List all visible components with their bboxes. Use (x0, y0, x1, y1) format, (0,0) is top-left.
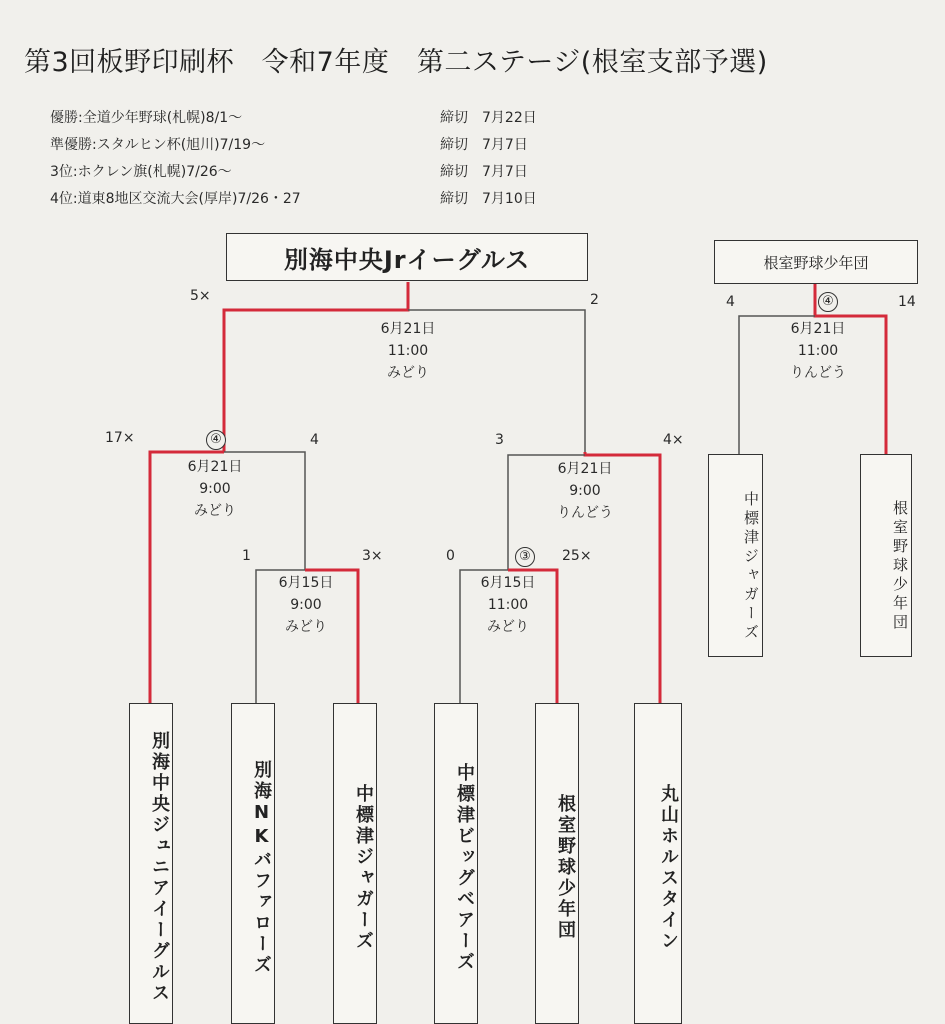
qf-left-time: 9:00 (290, 597, 322, 613)
qf-right-date: 6月15日 (480, 575, 536, 591)
team-box-3: 中標津ジャガーズ (333, 703, 377, 1024)
qf-left-venue: みどり (285, 619, 327, 635)
deadline-2: 締切 7月7日 (440, 137, 528, 153)
side-venue: りんどう (790, 365, 846, 381)
champion-box: 別海中央Jrイーグルス (226, 233, 588, 281)
side-team-box-1: 中標津ジャガーズ (708, 454, 763, 657)
deadline-1: 締切 7月22日 (440, 110, 537, 126)
semi-right-time: 9:00 (569, 483, 601, 499)
semi-left-left-score: 17× (105, 430, 135, 446)
deadline-3: 締切 7月7日 (440, 164, 528, 180)
qf-left-date: 6月15日 (278, 575, 334, 591)
qf-right-match-info (468, 572, 548, 638)
final-time: 11:00 (387, 343, 429, 359)
semi-right-right-score: 4× (663, 432, 684, 448)
semi-right-venue: りんどう (557, 505, 613, 521)
semi-left-match-info (175, 456, 255, 522)
page-title: 第3回板野印刷杯 令和7年度 第二ステージ(根室支部予選) (24, 47, 768, 78)
qf-left-match-info (266, 572, 346, 638)
side-date: 6月21日 (790, 321, 846, 337)
semi-right-date: 6月21日 (557, 461, 613, 477)
semi-right-left-score: 3 (495, 432, 504, 448)
semi-left-time: 9:00 (199, 481, 231, 497)
qf-right-inning-badge: ③ (515, 547, 535, 567)
final-match-info (358, 318, 458, 384)
team-box-1: 別海中央ジュニアイーグルス (129, 703, 173, 1024)
champion2-box: 根室野球少年団 (714, 240, 918, 284)
team-box-6: 丸山ホルスタイン (634, 703, 682, 1024)
team-box-2: 別海NKバファローズ (231, 703, 275, 1024)
qf-right-right-score: 25× (562, 548, 592, 564)
semi-left-inning-badge: ④ (206, 430, 226, 450)
semi-left-right-score: 4 (310, 432, 319, 448)
qf-right-left-score: 0 (446, 548, 455, 564)
qf-right-time: 11:00 (487, 597, 529, 613)
final-right-score: 2 (590, 292, 599, 308)
semi-right-match-info (535, 458, 635, 524)
award-4: 4位:道東8地区交流大会(厚岸)7/26・27 (50, 191, 301, 207)
final-venue: みどり (387, 365, 429, 381)
qf-left-right-score: 3× (362, 548, 383, 564)
award-3: 3位:ホクレン旗(札幌)7/26〜 (50, 164, 232, 180)
side-time: 11:00 (797, 343, 839, 359)
final-left-score: 5× (190, 288, 211, 304)
side-team-box-2: 根室野球少年団 (860, 454, 912, 657)
side-right-score: 14 (898, 294, 916, 310)
team-box-5: 根室野球少年団 (535, 703, 579, 1024)
award-2: 準優勝:スタルヒン杯(旭川)7/19〜 (50, 137, 266, 153)
side-inning-badge: ④ (818, 292, 838, 312)
qf-left-left-score: 1 (242, 548, 251, 564)
award-1: 優勝:全道少年野球(札幌)8/1〜 (50, 110, 243, 126)
qf-right-venue: みどり (487, 619, 529, 635)
deadline-4: 締切 7月10日 (440, 191, 537, 207)
semi-left-venue: みどり (194, 503, 236, 519)
side-match-info (768, 318, 868, 384)
side-left-score: 4 (726, 294, 735, 310)
final-date: 6月21日 (380, 321, 436, 337)
team-box-4: 中標津ビッグベアーズ (434, 703, 478, 1024)
semi-left-date: 6月21日 (187, 459, 243, 475)
